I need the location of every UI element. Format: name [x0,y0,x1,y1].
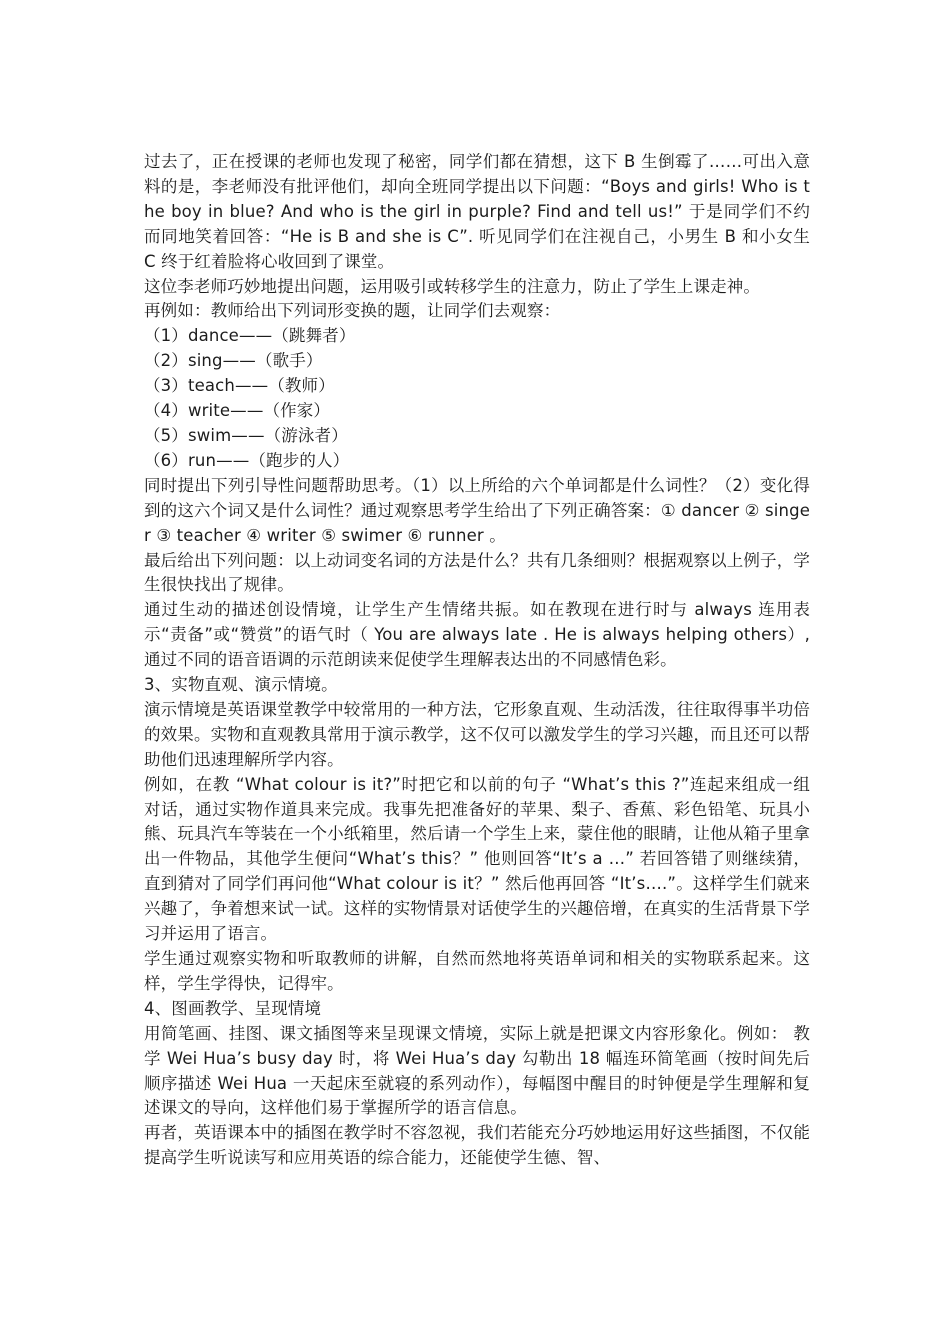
list-item: （4）write——（作家） [144,401,331,421]
paragraph: 用简笔画、挂图、课文插图等来呈现课文情境，实际上就是把课文内容形象化。例如： 教学 Wei Hua’s busy day 时，将 Wei Hua’s day 勾勒出 18 幅连环简笔画（按时间先后顺序描述 Wei Hua 一天起床至就寝的系列动作），每幅图中醒目的时钟便是学生理解和复述课文的导向，这样他们易于掌握所学的语言信息。 [144,1023,810,1118]
paragraph: 再例如：教师给出下列词形变换的题，让同学们去观察： [144,301,561,321]
paragraph: 过去了，正在授课的老师也发现了秘密，同学们都在猜想，这下 B 生倒霉了……可出入意料的是，李老师没有批评他们，却向全班同学提出以下问题：“Boys and girls! Who is the boy in blue? And who is the girl in purple? Find and tell us!” 于是同学们不约而同地笑着回答：“He is B and she is C”. 听见同学们在注视自己，小男生 B 和小女生 C 终于红着脸将心收回到了课堂。 [144,152,810,271]
list-item: （1）dance——（跳舞者） [144,326,356,346]
paragraph: 这位李老师巧妙地提出问题，运用吸引或转移学生的注意力，防止了学生上课走神。 [144,276,761,296]
list-item: （5）swim——（游泳者） [144,425,348,445]
list-item: （2）sing——（歌手） [144,351,323,371]
paragraph: 同时提出下列引导性问题帮助思考。（1）以上所给的六个单词都是什么词性？（2）变化得到的这六个词又是什么词性？通过观察思考学生给出了下列正确答案：① dancer ② singer ③ teacher ④ writer ⑤ swimer ⑥ runner 。 [144,475,810,545]
list-item: （3）teach——（教师） [144,376,335,396]
paragraph: 最后给出下列问题：以上动词变名词的方法是什么？共有几条细则？根据观察以上例子，学生很快找出了规律。 [144,550,810,595]
section-heading: 4、图画教学、呈现情境 [144,998,322,1018]
paragraph: 演示情境是英语课堂教学中较常用的一种方法，它形象直观、生动活泼，往往取得事半功倍的效果。实物和直观教具常用于演示教学，这不仅可以激发学生的学习兴趣，而且还可以帮助他们迅速理解所学内容。 [144,699,810,769]
list-item: （6）run——（跑步的人） [144,450,350,470]
section-heading: 3、实物直观、演示情境。 [144,675,338,695]
paragraph: 学生通过观察实物和听取教师的讲解，自然而然地将英语单词和相关的实物联系起来。这样，学生学得快，记得牢。 [144,949,810,993]
paragraph: 例如，在教 “What colour is it?”时把它和以前的句子 “What’s this ?”连起来组成一组对话，通过实物作道具来完成。我事先把准备好的苹果、梨子、香蕉、彩色铅笔、玩具小熊、玩具汽车等装在一个小纸箱里，然后请一个学生上来，蒙住他的眼睛，让他从箱子里拿出一件物品，其他学生便问“What’s this？” 他则回答“It’s a …” 若回答错了则继续猜，直到猜对了同学们再问他“What colour is it？” 然后他再回答 “It’s….”。这样学生们就来兴趣了，争着想来试一试。这样的实物情景对话使学生的兴趣倍增，在真实的生活背景下学习并运用了语言。 [144,774,810,944]
paragraph: 再者，英语课本中的插图在教学时不容忽视，我们若能充分巧妙地运用好这些插图，不仅能提高学生听说读写和应用英语的综合能力，还能使学生德、智、 [144,1123,810,1168]
paragraph: 通过生动的描述创设情境，让学生产生情绪共振。如在教现在进行时与 always 连用表示“责备”或“赞赏”的语气时（ You are always late . He is always helping others）,通过不同的语音语调的示范朗读来促使学生理解表达出的不同感情色彩。 [144,600,810,670]
